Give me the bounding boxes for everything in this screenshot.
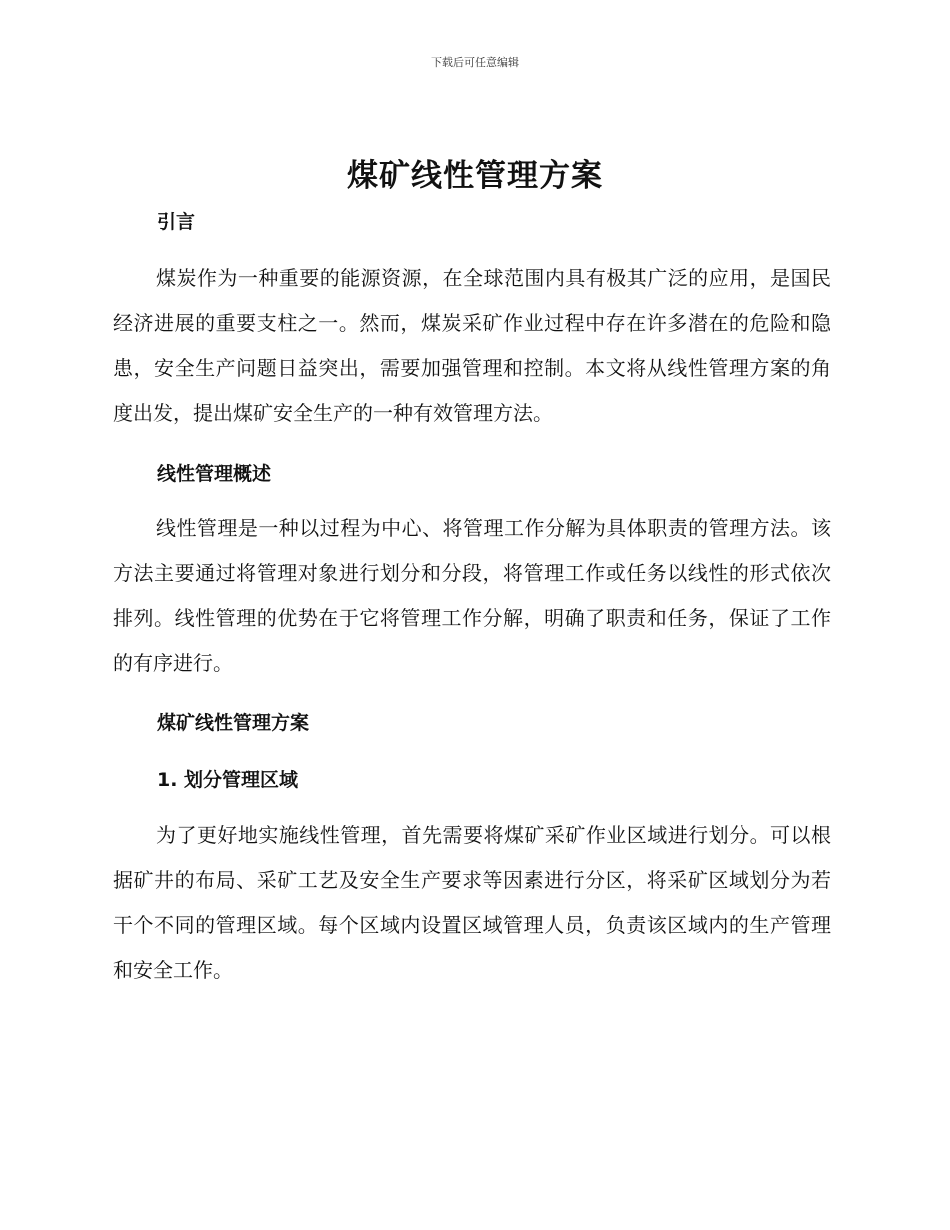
document-title: 煤矿线性管理方案	[347, 158, 603, 194]
section-heading-zones: 1. 划分管理区域	[157, 769, 299, 791]
paragraph-overview: 线性管理是一种以过程为中心、将管理工作分解为具体职责的管理方法。该方法主要通过将管理对象进行划分和分段，将管理工作或任务以线性的形式依次排列。线性管理的优势在于它将管理工作分解，明确了职责和任务，保证了工作的有序进行。	[113, 516, 831, 675]
section-heading-overview: 线性管理概述	[157, 463, 272, 485]
section-heading-intro: 引言	[157, 211, 196, 233]
section-heading-plan: 煤矿线性管理方案	[157, 712, 310, 734]
paragraph-zones: 为了更好地实施线性管理，首先需要将煤矿采矿作业区域进行划分。可以根据矿井的布局、采矿工艺及安全生产要求等因素进行分区，将采矿区域划分为若干个不同的管理区域。每个区域内设置区域管理人员，负责该区域内的生产管理和安全工作。	[113, 823, 831, 982]
paragraph-intro: 煤炭作为一种重要的能源资源，在全球范围内具有极其广泛的应用，是国民经济进展的重要支柱之一。然而，煤炭采矿作业过程中存在许多潜在的危险和隐患，安全生产问题日益突出，需要加强管理和控制。本文将从线性管理方案的角度出发，提出煤矿安全生产的一种有效管理方法。	[113, 266, 831, 425]
header-note: 下载后可任意编辑	[431, 56, 519, 69]
